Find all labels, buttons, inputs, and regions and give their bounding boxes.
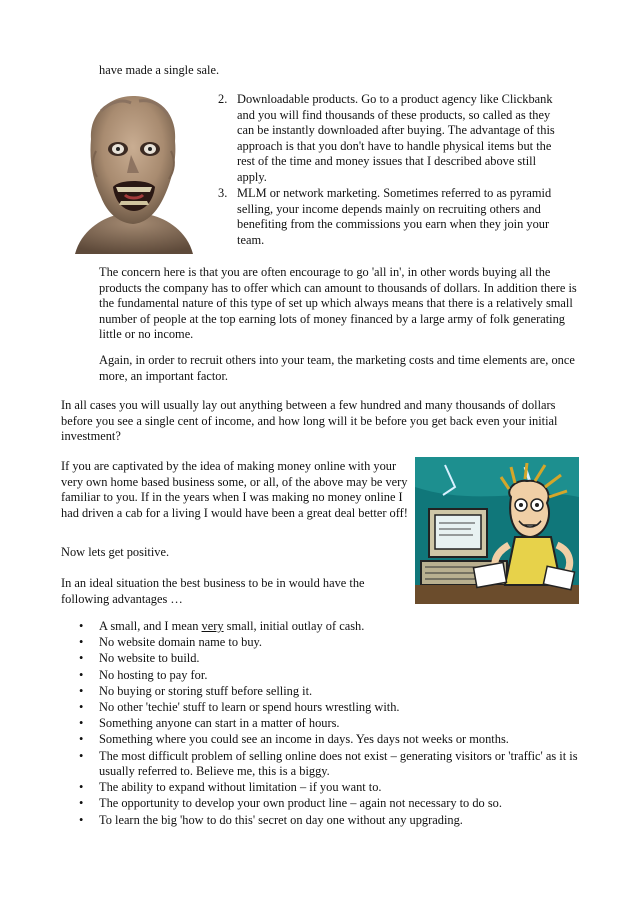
zombie-mask-image (61, 91, 204, 254)
advantages-list (62, 619, 582, 829)
positive-line: Now lets get positive. (61, 545, 170, 559)
list-item (62, 780, 582, 796)
list-item (62, 749, 582, 780)
bullet-icon: • (79, 796, 84, 811)
list-item (62, 700, 582, 716)
list-item-text: A small, and I mean very small, initial outlay of cash. (99, 619, 365, 633)
list-item-text: No other 'techie' stuff to learn or spend hours wrestling with. (99, 699, 400, 714)
list-item-text: No website to build. (99, 651, 200, 666)
item-text: Downloadable products. Go to a product agency like Clickbank and you will find thousands of these products, so called as they can be instantly downloaded after buying. The advantage of this approach is that you don't have to handle physical items but the rest of the time and money issues that I described above still apply. (237, 92, 555, 184)
list-item (62, 796, 582, 812)
list-item-text: The most difficult problem of selling online does not exist – generating visitors or 'traffic' as it is usually referred to. Believe me, this is a biggy. (99, 748, 578, 779)
bullet-icon: • (79, 619, 84, 633)
list-item-text: No buying or storing stuff before selling it. (99, 683, 313, 698)
bullet-icon: • (79, 812, 84, 827)
captivated-paragraph: If you are captivated by the idea of making money online with your very own home based business some, or all, of the above may be very familiar to you. If in the years when I was making no money online I had driven a cab for a living I would have been a great deal better off! (61, 459, 408, 520)
bullet-icon: • (79, 732, 84, 747)
item-text: MLM or network marketing. Sometimes referred to as pyramid selling, your income depends mainly on recruiting others and benefiting from the commissions you earn when they join your team. (237, 186, 552, 247)
list-item (62, 635, 582, 651)
emphasis-very: very (201, 619, 224, 633)
item-number: 2. (218, 92, 228, 106)
bullet-icon: • (79, 748, 84, 763)
bullet-icon: • (79, 651, 84, 666)
bullet-icon: • (79, 667, 84, 682)
list-item-text: The ability to expand without limitation – if you want to. (99, 780, 382, 795)
list-item (62, 668, 582, 684)
list-item (62, 813, 582, 829)
stressed-computer-user-cartoon (415, 457, 579, 604)
top-line: have made a single sale. (99, 63, 220, 77)
bullet-icon: • (79, 635, 84, 650)
bullet-icon: • (79, 699, 84, 714)
list-item-text: Something where you could see an income in days. Yes days not weeks or months. (99, 732, 509, 747)
all-cases-paragraph: In all cases you will usually lay out anything between a few hundred and many thousands of dollars before you see a single cent of income, and how long will it be before you get back even your initial investment? (61, 398, 558, 444)
list-item-text: To learn the big 'how to do this' secret on day one without any upgrading. (99, 812, 463, 827)
list-item (62, 619, 582, 635)
bullet-icon: • (79, 716, 84, 731)
list-item-text: No hosting to pay for. (99, 667, 208, 682)
list-item-text: Something anyone can start in a matter of hours. (99, 716, 340, 731)
numbered-item (218, 92, 568, 184)
ideal-paragraph: In an ideal situation the best business to be in would have the following advantages … (61, 576, 365, 606)
mlm-paragraph-2: Again, in order to recruit others into your team, the marketing costs and time elements are, once more, an important factor. (99, 353, 575, 383)
bullet-icon: • (79, 780, 84, 795)
list-item (62, 651, 582, 667)
item-number: 3. (218, 186, 228, 200)
list-item (62, 716, 582, 732)
bullet-icon: • (79, 683, 84, 698)
numbered-item (218, 186, 568, 252)
list-item-text: No website domain name to buy. (99, 635, 262, 650)
mlm-paragraph-1: The concern here is that you are often encourage to go 'all in', in other words buying all the products the company has to offer which can amount to thousands of dollars. In addition there is the fundamental nature of this type of set up which always means that there is a relatively small number of people at the top earning lots of money financed by a large army of folk generating little or no income. (99, 265, 577, 342)
list-item-text: The opportunity to develop your own product line – again not necessary to do so. (99, 796, 502, 811)
list-item (62, 684, 582, 700)
list-item (62, 732, 582, 748)
